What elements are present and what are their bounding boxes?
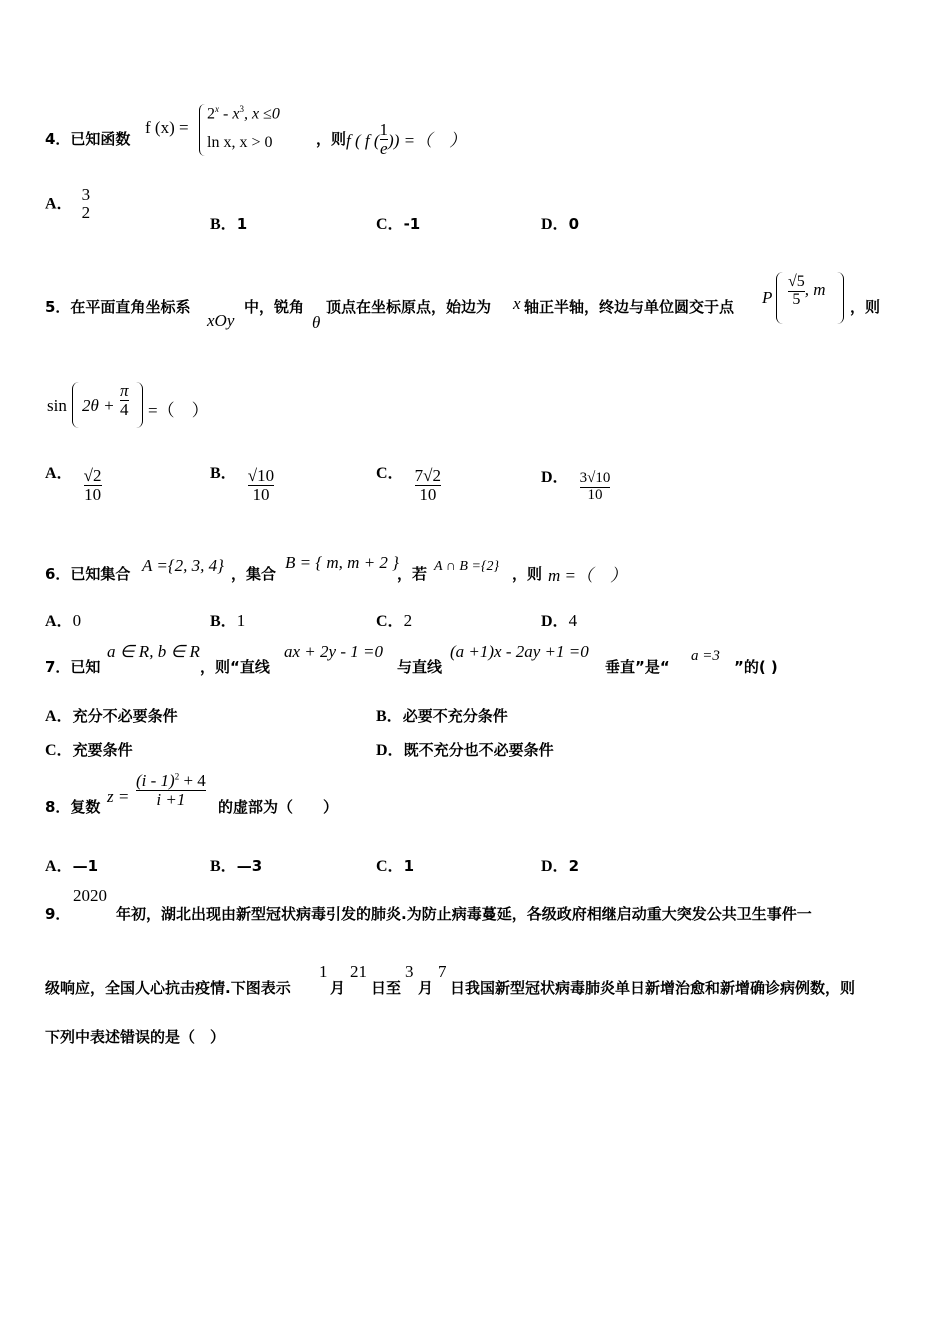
q8-stem-2: 的虚部为（ ） (218, 798, 339, 816)
q6-set-b: B = { m, m + 2 } (285, 553, 399, 572)
q8-option-d[interactable] (541, 853, 579, 876)
q9-line-2b: 日我国新型冠状病毒肺炎单日新增治愈和新增确诊病例数，则 (450, 979, 856, 997)
q5-option-d[interactable] (541, 468, 611, 504)
q7-line2: (a +1)x - 2ay +1 =0 (450, 642, 589, 661)
option-label: A． (45, 464, 73, 482)
option-label: B． (210, 858, 237, 875)
q8-stem-1: 8．复数 (45, 798, 101, 816)
option-label: D． (541, 216, 569, 233)
option-fraction: $\frac{√10}{10}$ (247, 466, 275, 504)
q4-expr: f ( f ( $\frac{1}{e}$ )) =（ ） (346, 119, 467, 158)
q6-stem-3: ，若 (397, 565, 428, 583)
option-value: -1 (403, 215, 421, 233)
option-label: D． (541, 468, 569, 486)
option-label: C． (376, 613, 404, 630)
q5-point-p: P (762, 288, 773, 307)
option-value: 2 (568, 857, 579, 875)
option-fraction: 3 2 (81, 185, 91, 222)
q8-z: z = (107, 787, 130, 806)
option-fraction: $\frac{3√10}{10}$ (579, 470, 611, 503)
q7-option-b[interactable] (376, 703, 508, 726)
q9-day-7: 7 (438, 962, 447, 981)
option-value: 4 (568, 611, 578, 630)
q7-option-d[interactable] (376, 737, 554, 760)
option-value: —1 (72, 857, 98, 875)
q7-option-c[interactable] (45, 737, 133, 760)
q5-sin: sin (47, 396, 67, 415)
q7-condition-2: a =3 (691, 648, 720, 664)
q5-stem-1: 5．在平面直角坐标系 (45, 298, 191, 316)
option-label: A． (45, 195, 73, 213)
option-value: 既不充分也不必要条件 (403, 741, 554, 759)
option-value: 0 (568, 215, 579, 233)
q5-sin-paren-left (72, 382, 79, 428)
option-fraction: $\frac{√2}{10}$ (83, 466, 102, 504)
q4-piece1: $2^x - x^3$, x ≤0 (207, 104, 280, 123)
option-value: 2 (403, 611, 413, 630)
option-label: D． (541, 858, 569, 875)
q8-option-a[interactable] (45, 853, 98, 876)
q6-stem-1: 6．已知集合 (45, 565, 131, 583)
q6-option-c[interactable] (376, 608, 412, 631)
q6-stem-4: ，则 (512, 565, 543, 583)
q9-day-21: 21 (350, 962, 367, 981)
q5-point-coords: $\frac{√5}{5}$ , m (788, 273, 826, 308)
q6-set-a: A ={2, 3, 4} (142, 556, 224, 575)
option-value: 充要条件 (72, 741, 133, 759)
q4-stem: 4．已知函数 (45, 130, 131, 148)
q7-stem-4: 垂直”是“ (605, 658, 670, 676)
option-value: 0 (72, 611, 82, 630)
option-label: B． (210, 613, 237, 630)
q4-option-d[interactable] (541, 211, 579, 234)
q9-yue-1: 月 (330, 979, 346, 997)
option-value: 1 (403, 857, 414, 875)
q9-month-3: 3 (405, 962, 414, 981)
option-label: C． (376, 216, 404, 233)
q9-yue-2: 月 (418, 979, 434, 997)
q5-theta: θ (312, 313, 321, 332)
q4-option-b[interactable] (210, 211, 247, 234)
option-label: A． (45, 858, 73, 875)
q4-option-c[interactable] (376, 211, 420, 234)
q5-paren-right (837, 272, 844, 324)
q9-ri-zhi: 日至 (371, 979, 402, 997)
option-label: C． (376, 464, 404, 482)
option-value: 充分不必要条件 (72, 707, 178, 725)
option-label: C． (376, 858, 404, 875)
option-value: —3 (236, 857, 263, 875)
q9-line-3: 下列中表述错误的是（ ） (45, 1028, 226, 1046)
q6-m: m =（ ） (548, 566, 627, 585)
q5-stem-2: 中，锐角 (244, 298, 305, 316)
q6-option-d[interactable] (541, 608, 577, 631)
option-label: D． (376, 742, 404, 759)
q5-sin-inner: 2θ + (82, 396, 115, 415)
option-label: B． (376, 708, 403, 725)
q5-sin-paren-right (136, 382, 143, 428)
q4-piece2: ln x, x > 0 (207, 134, 273, 151)
option-label: D． (541, 613, 569, 630)
option-label: C． (45, 742, 73, 759)
q4-option-a[interactable] (45, 185, 91, 222)
q6-condition: A ∩ B ={2} (434, 559, 500, 574)
option-value: 1 (236, 611, 246, 630)
q5-option-b[interactable] (210, 464, 275, 504)
q9-number: 9． (45, 905, 71, 923)
q4-then: ，则 (316, 130, 347, 148)
option-label: B． (210, 464, 237, 482)
q9-month-1: 1 (319, 962, 328, 981)
option-label: B． (210, 216, 237, 233)
option-value: 必要不充分条件 (402, 707, 508, 725)
q7-stem-1: 7．已知 (45, 658, 101, 676)
q5-option-a[interactable] (45, 464, 102, 504)
q8-option-b[interactable] (210, 853, 262, 876)
q5-stem-5: ，则 (850, 298, 881, 316)
q5-stem-4: 轴正半轴，终边与单位圆交于点 (524, 298, 735, 316)
q7-stem-2: ，则“直线 (200, 658, 270, 676)
q4-fx: f (x) = (145, 118, 189, 137)
q5-paren-left (776, 272, 783, 324)
q7-option-a[interactable] (45, 703, 178, 726)
q9-year: 2020 (73, 886, 107, 905)
q4-brace (199, 104, 206, 156)
q9-line-1: 年初，湖北出现由新型冠状病毒引发的肺炎.为防止病毒蔓延，各级政府相继启动重大突发公共卫生事件一 (116, 905, 812, 923)
q7-condition: a ∈ R, b ∈ R (107, 642, 200, 661)
option-value: 1 (236, 215, 248, 233)
q5-eq: =（ ） (148, 401, 209, 420)
q6-option-b[interactable] (210, 608, 245, 631)
option-label: A． (45, 613, 73, 630)
q5-stem-3: 顶点在坐标原点，始边为 (326, 298, 492, 316)
q5-option-c[interactable] (376, 464, 441, 504)
q8-fraction: $\frac{(i - 1)^2 + 4}{i +1}$ (136, 771, 206, 809)
option-label: A． (45, 708, 73, 725)
q5-sin-frac: $\frac{\pi}{4}$ (120, 381, 129, 419)
q7-stem-5: ”的( ) (734, 658, 778, 676)
q7-stem-3: 与直线 (397, 658, 443, 676)
q5-xoy: xOy (207, 311, 235, 330)
q6-stem-2: ，集合 (231, 565, 277, 583)
q6-option-a[interactable] (45, 608, 81, 631)
q9-line-2a: 级响应，全国人心抗击疫情.下图表示 (45, 979, 291, 997)
q5-x: x (513, 294, 521, 313)
q7-line1: ax + 2y - 1 =0 (284, 642, 383, 661)
option-fraction: $\frac{7√2}{10}$ (414, 466, 441, 504)
q8-option-c[interactable] (376, 853, 414, 876)
